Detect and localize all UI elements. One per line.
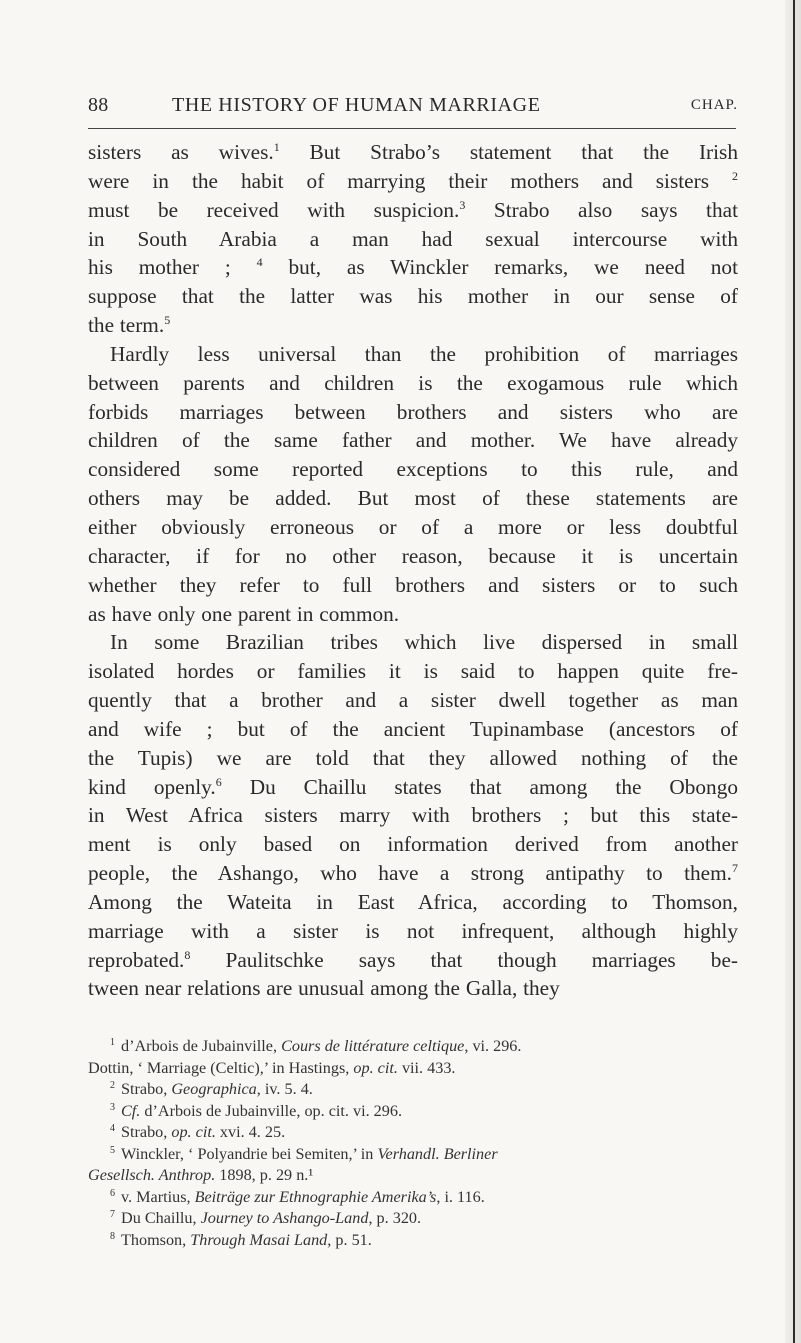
body-line: kind openly.$^6$ Du Chaillu states that among the Obongo <box>88 774 739 799</box>
body-line: either obviously erroneous or of a more or less doubtful <box>88 514 738 539</box>
footnote: $^7$ Du Chaillu, Journey to Ashango-Land, p. 320. <box>110 1209 422 1228</box>
body-line: whether they refer to full brothers and sisters or to such <box>88 572 738 597</box>
body-line: and wife ; but of the ancient Tupinambase (ancestors of <box>88 716 738 741</box>
footnote: $^5$ Winckler, ‘ Polyandrie bei Semiten,’ in Verhandl. Berliner <box>110 1144 498 1163</box>
body-line: the term.$^5$ <box>88 313 171 338</box>
footnote-ref[interactable]: 5 <box>164 313 171 328</box>
footnote-ref[interactable]: 7 <box>732 861 738 876</box>
body-line: in South Arabia a man had sexual intercourse with <box>88 226 738 251</box>
body-line: reprobated.$^8$ Paulitschke says that though marriages be- <box>88 947 738 972</box>
footnote-ref[interactable]: 3 <box>459 197 466 212</box>
body-line: as have only one parent in common. <box>88 601 400 626</box>
body-text <box>88 138 738 1003</box>
body-line: suppose that the latter was his mother in our sense of <box>88 284 738 309</box>
body-line: were in the habit of marrying their mothers and sisters $^2$ <box>88 168 738 193</box>
footnotes <box>88 1036 738 1251</box>
footnote-ref[interactable]: 1 <box>273 140 280 154</box>
body-line: ment is only based on information derived from another <box>88 832 738 857</box>
body-line: people, the Ashango, who have a strong antipathy to them.$^7$ <box>88 861 738 886</box>
page-edge <box>785 0 801 1343</box>
body-line: Hardly less universal than the prohibition of marriages <box>110 341 738 366</box>
footnote-ref[interactable]: 2 <box>732 168 738 183</box>
footnote: Dottin, ‘ Marriage (Celtic),’ in Hastings, op. cit. vii. 433. <box>88 1058 456 1077</box>
body-line: in West Africa sisters marry with brothers ; but this state- <box>88 803 738 828</box>
running-header <box>88 94 738 120</box>
body-line: the Tupis) we are told that they allowed nothing of the <box>88 745 738 770</box>
footnote-ref[interactable]: 4 <box>256 255 263 270</box>
body-line: In some Brazilian tribes which live dispersed in small <box>110 630 738 655</box>
footnote: Gesellsch. Anthrop. 1898, p. 29 n.¹ <box>88 1166 314 1185</box>
body-line: marriage with a sister is not infrequent, although highly <box>88 918 738 943</box>
footnote-ref[interactable]: 6 <box>215 774 222 789</box>
running-title: THE HISTORY OF HUMAN MARRIAGE <box>172 94 541 116</box>
header-rule <box>88 128 736 129</box>
body-line: quently that a brother and a sister dwell together as man <box>88 688 738 713</box>
chapter-label: CHAP. <box>690 97 738 113</box>
body-line: must be received with suspicion.$^3$ Strabo also says that <box>88 197 738 222</box>
body-line: others may be added. But most of these statements are <box>88 486 738 511</box>
body-line: tween near relations are unusual among the Galla, they <box>88 976 560 1001</box>
footnote: $^2$ Strabo, Geographica, iv. 5. 4. <box>110 1080 313 1099</box>
body-line: isolated hordes or families it is said to happen quite fre- <box>88 659 738 684</box>
body-line: children of the same father and mother. We have already <box>88 428 738 453</box>
footnote: $^3$ Cf. d’Arbois de Jubainville, op. cit. vi. 296. <box>110 1101 403 1120</box>
footnote: $^4$ Strabo, op. cit. xvi. 4. 25. <box>110 1123 286 1142</box>
page-number: 88 <box>88 94 109 116</box>
body-line: between parents and children is the exogamous rule which <box>88 370 738 395</box>
footnote-ref[interactable]: 8 <box>184 947 191 962</box>
footnote: $^8$ Thomson, Through Masai Land, p. 51. <box>110 1230 372 1249</box>
body-line: Among the Wateita in East Africa, according to Thomson, <box>88 889 738 914</box>
body-line: considered some reported exceptions to this rule, and <box>88 457 738 482</box>
footnote: $^1$ d’Arbois de Jubainville, Cours de littérature celtique, vi. 296. <box>110 1037 522 1055</box>
body-line: forbids marriages between brothers and sisters who are <box>88 399 738 424</box>
footnote: $^6$ v. Martius, Beiträge zur Ethnographie Amerika’s, i. 116. <box>110 1187 485 1206</box>
body-line: his mother ; $^4$ but, as Winckler remarks, we need not <box>88 255 738 280</box>
body-line: character, if for no other reason, because it is uncertain <box>88 543 738 568</box>
body-line: sisters as wives.$^1$ But Strabo’s statement that the Irish <box>88 140 738 164</box>
